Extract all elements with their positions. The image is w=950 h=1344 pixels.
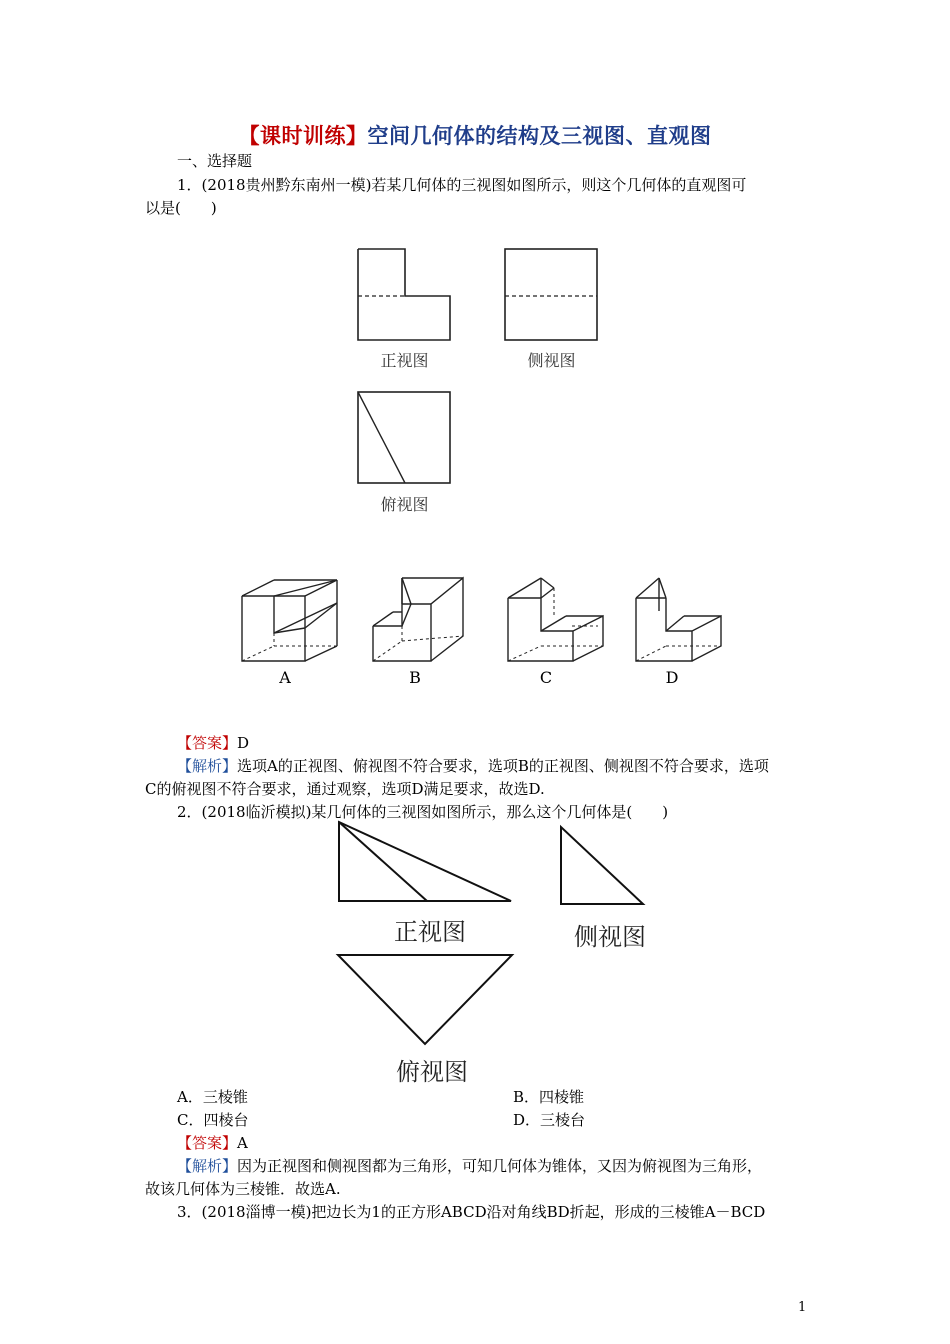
q1-top-view bbox=[357, 391, 452, 484]
q1-option-a-label: A bbox=[279, 668, 291, 687]
q1-side-view-label: 侧视图 bbox=[527, 351, 576, 370]
q2-option-a-letter: A． bbox=[177, 1088, 203, 1106]
q2-option-d[interactable] bbox=[513, 1109, 585, 1131]
q1-option-b-label: B bbox=[409, 668, 421, 687]
q1-option-c-solid bbox=[506, 576, 606, 664]
q2-answer-value: A bbox=[237, 1134, 248, 1152]
q1-answer-label: 【答案】 bbox=[177, 734, 238, 752]
q2-answer bbox=[177, 1132, 248, 1154]
q1-option-a-solid bbox=[240, 578, 340, 664]
q2-option-b-letter: B． bbox=[513, 1088, 540, 1106]
q1-answer bbox=[177, 732, 249, 754]
q2-side-view bbox=[559, 825, 647, 907]
q2-option-b-text: 四棱锥 bbox=[539, 1088, 585, 1106]
page-number: 1 bbox=[798, 1300, 807, 1315]
q2-option-c-letter: C． bbox=[177, 1111, 204, 1129]
q1-option-b-solid bbox=[371, 576, 466, 664]
q3-stem: 3．(2018淄博一模)把边长为1的正方形ABCD沿对角线BD折起，形成的三棱锥A－BCD bbox=[177, 1203, 766, 1221]
title-bracket: 【课时训练】 bbox=[238, 124, 368, 148]
title-text: 空间几何体的结构及三视图、直观图 bbox=[367, 124, 712, 148]
section-heading: 一、选择题 bbox=[177, 152, 253, 170]
q2-analysis-line1 bbox=[177, 1155, 762, 1177]
q1-analysis-label: 【解析】 bbox=[177, 757, 238, 775]
q2-stem: 2．(2018临沂模拟)某几何体的三视图如图所示，那么这个几何体是( ) bbox=[177, 803, 669, 821]
q2-analysis-line2: 故该几何体为三棱锥．故选A. bbox=[145, 1180, 341, 1198]
q2-option-b[interactable] bbox=[513, 1086, 584, 1108]
q1-front-view bbox=[357, 248, 452, 341]
q2-analysis-text1: 因为正视图和侧视图都为三角形，可知几何体为锥体，又因为俯视图为三角形， bbox=[237, 1157, 763, 1175]
q1-side-view bbox=[504, 248, 599, 341]
q2-side-view-label: 侧视图 bbox=[574, 923, 646, 951]
page-title bbox=[0, 120, 950, 150]
q2-front-view-label: 正视图 bbox=[394, 918, 466, 946]
q2-analysis-label: 【解析】 bbox=[177, 1157, 238, 1175]
q1-stem-line2: 以是( ) bbox=[145, 199, 217, 217]
q2-option-d-letter: D． bbox=[513, 1111, 541, 1129]
q1-answer-value: D bbox=[237, 734, 250, 752]
q2-option-a[interactable] bbox=[177, 1086, 248, 1108]
q1-analysis-line2: C的俯视图不符合要求，通过观察，选项D满足要求，故选D. bbox=[145, 780, 545, 798]
q2-top-view bbox=[336, 953, 516, 1047]
q1-analysis-line1 bbox=[177, 755, 769, 777]
q2-option-c-text: 四棱台 bbox=[203, 1111, 249, 1129]
q2-front-view bbox=[337, 820, 515, 904]
q2-top-view-label: 俯视图 bbox=[396, 1058, 468, 1086]
q1-stem-line1: 1．(2018贵州黔东南州一模)若某几何体的三视图如图所示，则这个几何体的直观图可 bbox=[177, 176, 747, 194]
q2-answer-label: 【答案】 bbox=[177, 1134, 238, 1152]
q1-front-view-label: 正视图 bbox=[380, 351, 429, 370]
q1-analysis-text1: 选项A的正视图、俯视图不符合要求，选项B的正视图、侧视图不符合要求，选项 bbox=[237, 757, 769, 775]
q1-option-d-solid bbox=[634, 576, 726, 664]
q2-option-a-text: 三棱锥 bbox=[202, 1088, 248, 1106]
q2-option-d-text: 三棱台 bbox=[540, 1111, 586, 1129]
q1-option-c-label: C bbox=[539, 668, 553, 687]
q2-option-c[interactable] bbox=[177, 1109, 249, 1131]
q1-top-view-label: 俯视图 bbox=[380, 495, 429, 514]
q1-option-d-label: D bbox=[665, 668, 679, 687]
